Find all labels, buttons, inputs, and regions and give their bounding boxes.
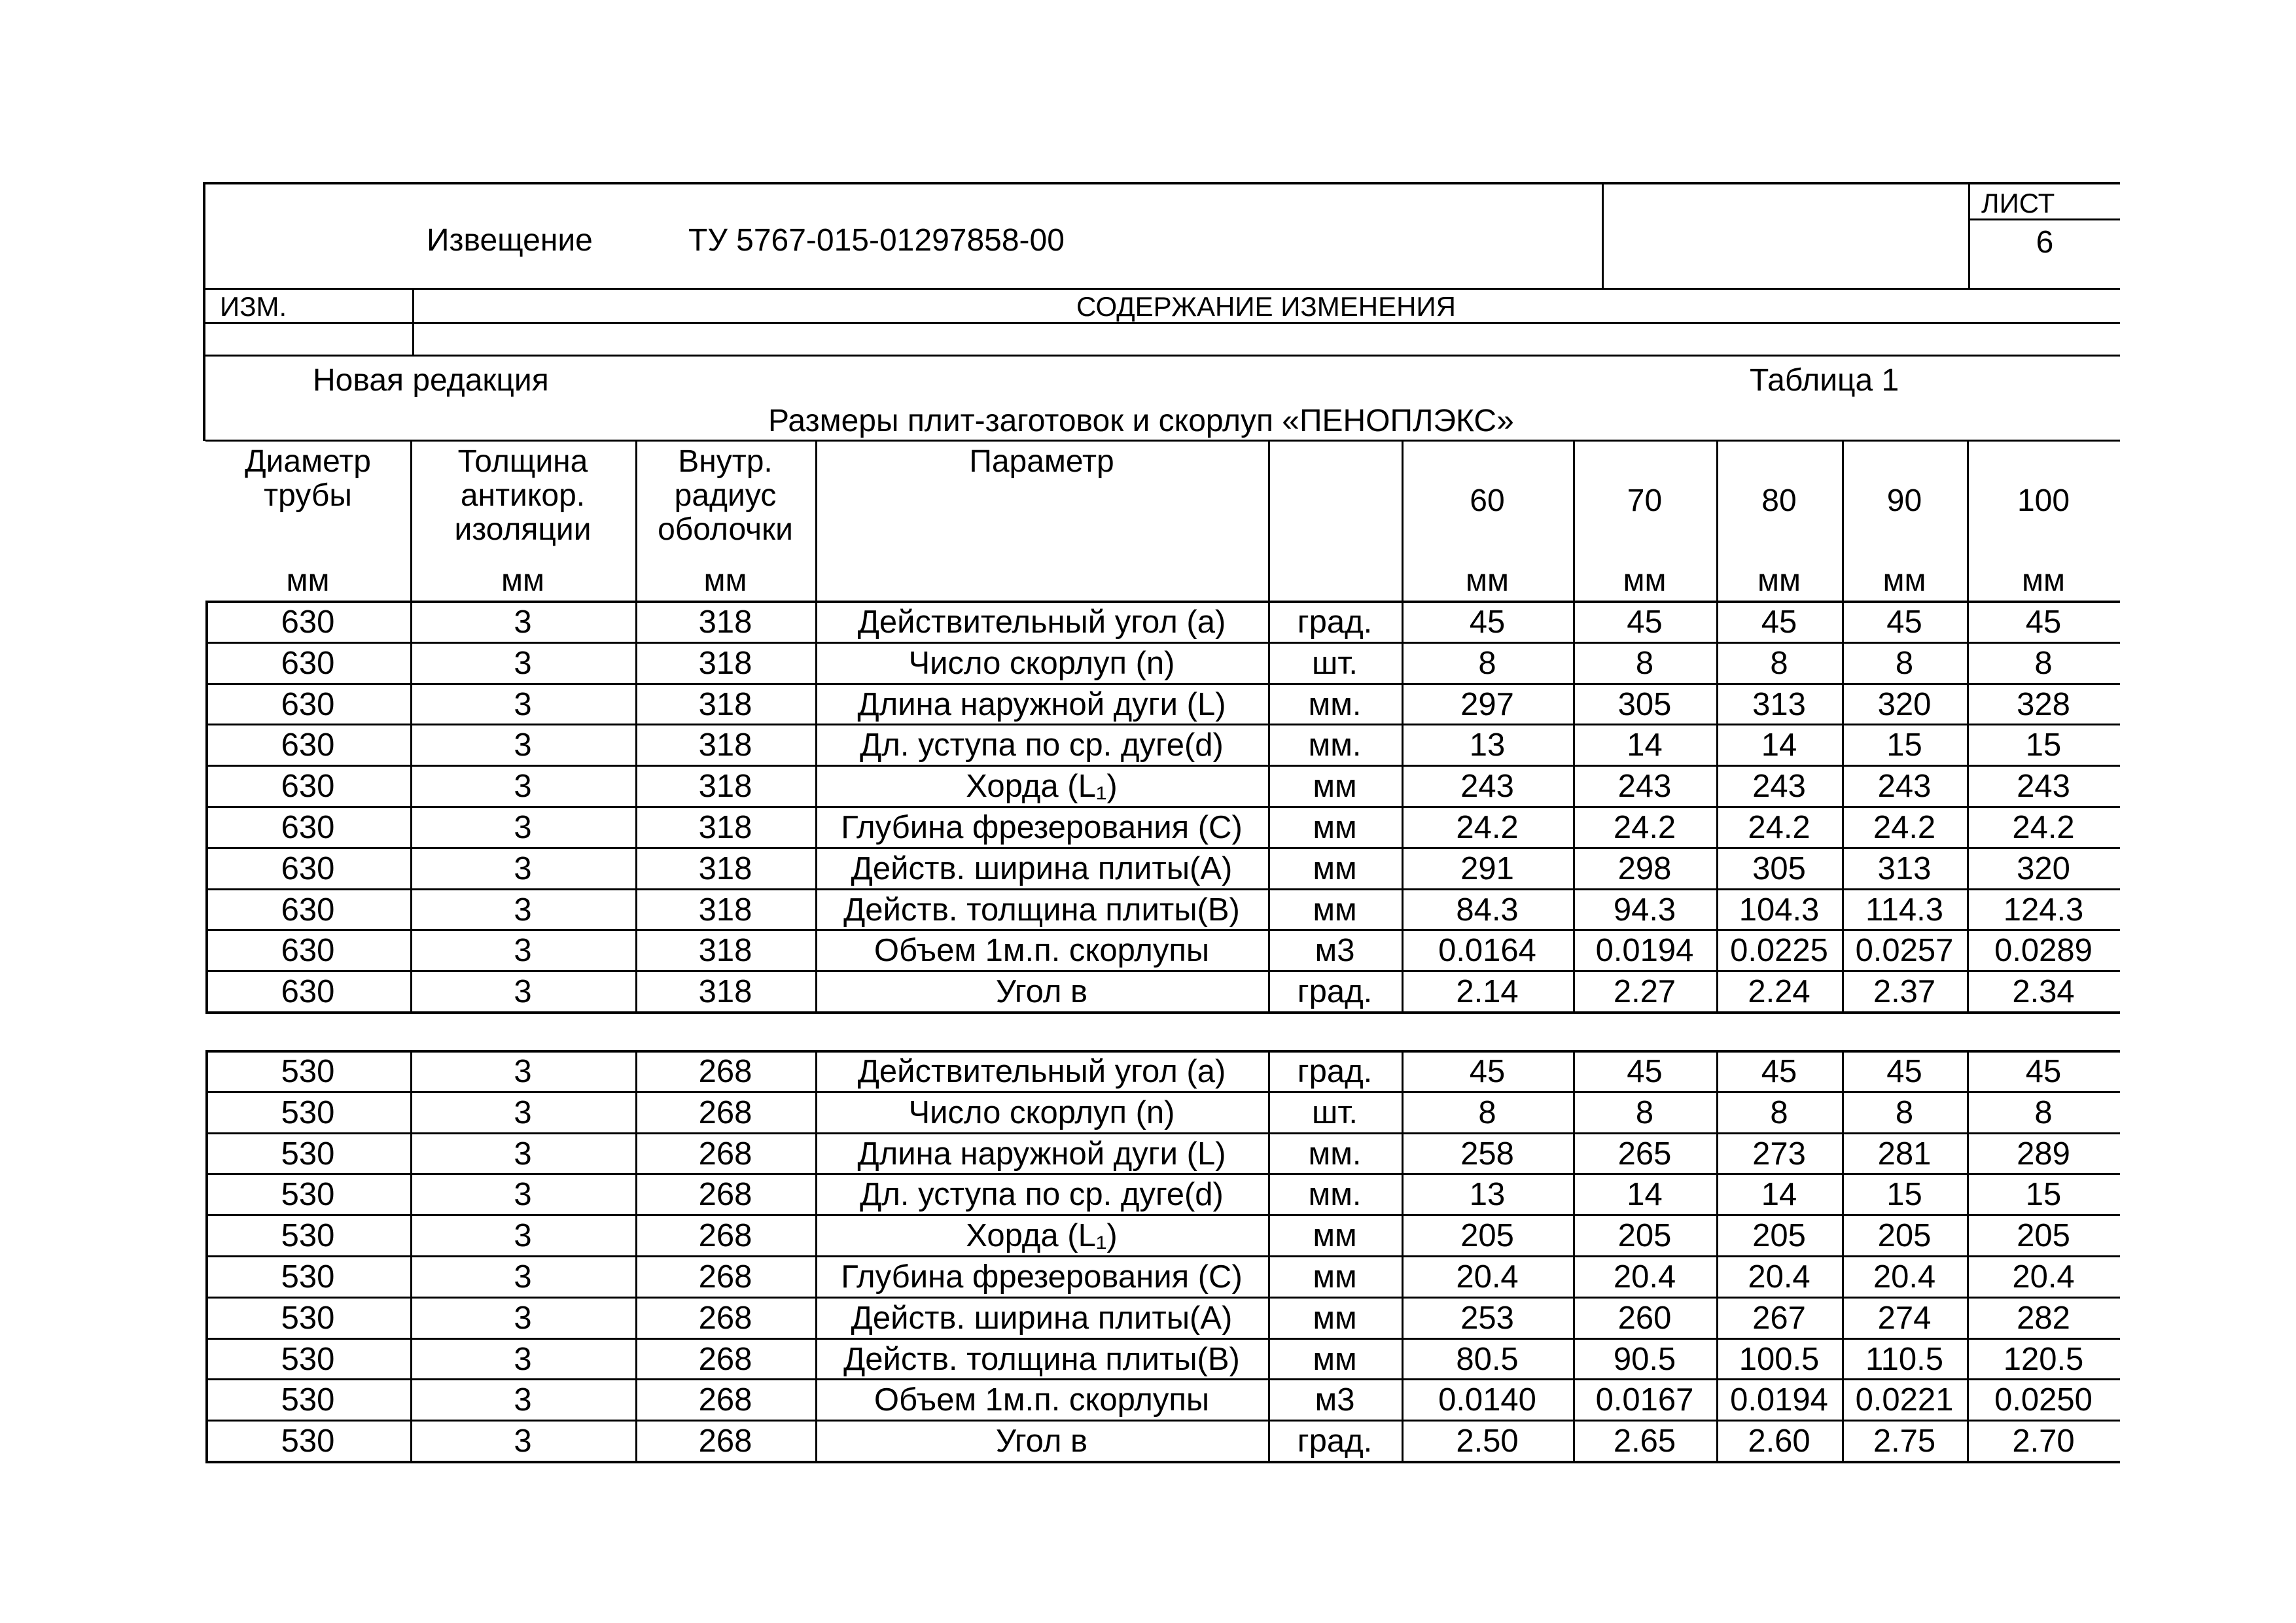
cell-value: 243 [1877,769,1932,804]
cell-diameter: 630 [281,892,335,928]
cell-value: 24.2 [1873,810,1936,845]
cell-value: 0.0221 [1855,1382,1954,1418]
cell-value: 8 [1770,646,1788,681]
cell-coating: 3 [514,769,532,804]
cell-parameter: Длина наружной дуги (L) [857,1136,1226,1172]
cell-coating: 3 [514,1423,532,1459]
cell-parameter: Хорда (L₁) [966,1218,1118,1253]
cell-diameter: 530 [281,1382,335,1418]
cell-radius: 268 [698,1300,752,1336]
rule [203,322,2120,324]
thickness-value: 70 [1627,483,1663,518]
cell-diameter: 530 [281,1136,335,1172]
cell-value: 45 [1886,1054,1922,1089]
cell-value: 20.4 [1748,1259,1810,1295]
cell-coating: 3 [514,974,532,1009]
cell-unit: шт. [1312,1095,1358,1130]
cell-coating: 3 [514,851,532,886]
cell-diameter: 630 [281,687,335,722]
cell-value: 45 [1627,604,1663,640]
cell-value: 205 [1617,1218,1672,1253]
cell-value: 15 [2025,727,2062,763]
thickness-unit: мм [1882,563,1926,598]
cell-value: 0.0194 [1730,1382,1828,1418]
header-line: антикор. [460,478,586,513]
cell-value: 20.4 [1613,1259,1676,1295]
cell-coating: 3 [514,1218,532,1253]
cell-value: 243 [1752,769,1806,804]
cell-coating: 3 [514,892,532,928]
cell-value: 8 [1635,646,1654,681]
cell-value: 205 [1752,1218,1806,1253]
cell-radius: 268 [698,1423,752,1459]
cell-value: 0.0194 [1595,933,1694,968]
cell-value: 114.3 [1865,892,1943,928]
thickness-value: 60 [1470,483,1505,518]
cell-unit: мм [1313,892,1357,928]
cell-diameter: 530 [281,1054,335,1089]
cell-value: 0.0164 [1438,933,1536,968]
cell-value: 258 [1460,1136,1514,1172]
header-unit: мм [501,563,544,598]
cell-value: 2.75 [1873,1423,1936,1459]
cell-parameter: Угол в [995,1423,1088,1459]
cell-radius: 268 [698,1218,752,1253]
cell-diameter: 530 [281,1259,335,1295]
document-code: ТУ 5767-015-01297858-00 [688,223,1065,258]
cell-value: 2.65 [1613,1423,1676,1459]
cell-parameter: Дл. уступа по ср. дуге(d) [860,727,1224,763]
cell-value: 20.4 [2012,1259,2075,1295]
thickness-unit: мм [1757,563,1801,598]
header-line: изоляции [454,512,592,547]
cell-diameter: 530 [281,1095,335,1130]
cell-value: 2.70 [2012,1423,2075,1459]
cell-diameter: 530 [281,1177,335,1212]
rule [203,288,2120,290]
cell-radius: 268 [698,1259,752,1295]
cell-value: 45 [1469,1054,1506,1089]
cell-value: 45 [1886,604,1922,640]
cell-value: 45 [1469,604,1506,640]
cell-radius: 318 [698,892,752,928]
cell-diameter: 630 [281,769,335,804]
cell-value: 0.0167 [1595,1382,1694,1418]
cell-value: 320 [2017,851,2070,886]
cell-value: 120.5 [2003,1342,2084,1377]
cell-value: 305 [1752,851,1806,886]
cell-parameter: Объем 1м.п. скорлупы [874,933,1210,968]
header-unit: мм [703,563,747,598]
cell-radius: 268 [698,1095,752,1130]
cell-diameter: 530 [281,1342,335,1377]
grid-line [1268,440,1270,601]
cell-parameter: Угол в [995,974,1088,1009]
cell-radius: 268 [698,1136,752,1172]
cell-value: 124.3 [2003,892,2084,928]
cell-value: 24.2 [2012,810,2075,845]
thickness-value: 80 [1761,483,1797,518]
cell-unit: град. [1297,1054,1373,1089]
cell-radius: 268 [698,1382,752,1418]
cell-value: 2.24 [1748,974,1810,1009]
cell-radius: 318 [698,974,752,1009]
cell-value: 15 [1886,1177,1922,1212]
cell-value: 2.50 [1456,1423,1519,1459]
cell-coating: 3 [514,604,532,640]
cell-parameter: Действ. толщина плиты(В) [843,892,1240,928]
cell-value: 0.0140 [1438,1382,1536,1418]
cell-radius: 318 [698,646,752,681]
cell-coating: 3 [514,1300,532,1336]
rule [1602,182,1604,289]
cell-coating: 3 [514,1136,532,1172]
cell-value: 24.2 [1613,810,1676,845]
cell-value: 205 [1460,1218,1514,1253]
cell-value: 20.4 [1873,1259,1936,1295]
cell-radius: 268 [698,1342,752,1377]
cell-value: 8 [1478,1095,1496,1130]
thickness-value: 100 [2017,483,2070,518]
cell-unit: м3 [1315,933,1355,968]
cell-value: 281 [1877,1136,1932,1172]
header-parameter: Параметр [969,444,1114,479]
cell-radius: 318 [698,851,752,886]
header-line: оболочки [658,512,793,547]
cell-unit: град. [1297,604,1373,640]
cell-value: 0.0250 [1994,1382,2093,1418]
cell-diameter: 630 [281,727,335,763]
cell-value: 291 [1460,851,1514,886]
cell-parameter: Длина наружной дуги (L) [857,687,1226,722]
thickness-unit: мм [1623,563,1667,598]
cell-coating: 3 [514,687,532,722]
cell-value: 8 [1770,1095,1788,1130]
cell-unit: мм [1313,1300,1357,1336]
header-line: Диаметр [245,444,371,479]
cell-radius: 318 [698,933,752,968]
sheet-label: ЛИСТ [1981,188,2055,218]
header-line: Внутр. [678,444,773,479]
cell-coating: 3 [514,646,532,681]
cell-value: 313 [1752,687,1806,722]
cell-value: 15 [1886,727,1922,763]
cell-value: 14 [1761,1177,1797,1212]
rule [203,355,2120,357]
cell-value: 45 [1761,604,1797,640]
cell-diameter: 630 [281,604,335,640]
cell-value: 205 [1877,1218,1932,1253]
cell-unit: мм [1313,1218,1357,1253]
cell-value: 265 [1617,1136,1672,1172]
cell-value: 282 [2017,1300,2070,1336]
cell-coating: 3 [514,1259,532,1295]
cell-parameter: Действ. ширина плиты(А) [851,1300,1233,1336]
cell-value: 205 [2017,1218,2070,1253]
cell-parameter: Дл. уступа по ср. дуге(d) [860,1177,1224,1212]
cell-value: 45 [1627,1054,1663,1089]
edition-label: Новая редакция [313,363,549,398]
thickness-value: 90 [1886,483,1922,518]
cell-parameter: Объем 1м.п. скорлупы [874,1382,1210,1418]
cell-unit: мм [1313,1342,1357,1377]
change-contents-label: СОДЕРЖАНИЕ ИЗМЕНЕНИЯ [1076,291,1456,322]
cell-parameter: Действ. толщина плиты(В) [843,1342,1240,1377]
table-caption: Размеры плит-заготовок и скорлуп «ПЕНОПЛЭКС» [768,404,1514,438]
cell-unit: мм [1313,1259,1357,1295]
cell-value: 243 [1460,769,1514,804]
cell-diameter: 530 [281,1218,335,1253]
cell-value: 273 [1752,1136,1806,1172]
cell-parameter: Действительный угол (a) [857,1054,1226,1089]
cell-value: 104.3 [1739,892,1820,928]
cell-value: 8 [2034,646,2053,681]
rule [203,182,2120,184]
cell-value: 2.34 [2012,974,2075,1009]
cell-value: 24.2 [1748,810,1810,845]
cell-value: 14 [1627,1177,1663,1212]
header-unit: мм [286,563,330,598]
cell-coating: 3 [514,1177,532,1212]
cell-value: 0.0257 [1855,933,1954,968]
cell-diameter: 630 [281,851,335,886]
cell-value: 2.37 [1873,974,1936,1009]
cell-unit: шт. [1312,646,1358,681]
cell-value: 80.5 [1456,1342,1519,1377]
cell-diameter: 630 [281,810,335,845]
cell-unit: град. [1297,974,1373,1009]
cell-value: 8 [1895,1095,1914,1130]
cell-radius: 318 [698,687,752,722]
header-line: радиус [674,478,777,513]
cell-value: 260 [1617,1300,1672,1336]
cell-unit: мм. [1308,1177,1362,1212]
cell-value: 24.2 [1456,810,1519,845]
cell-value: 14 [1627,727,1663,763]
table-number: Таблица 1 [1750,363,1899,398]
notice-label: Извещение [427,223,593,258]
cell-radius: 318 [698,769,752,804]
cell-value: 90.5 [1613,1342,1676,1377]
cell-value: 243 [2017,769,2070,804]
cell-parameter: Действительный угол (a) [857,604,1226,640]
cell-value: 253 [1460,1300,1514,1336]
cell-parameter: Глубина фрезерования (С) [841,1259,1243,1295]
cell-diameter: 630 [281,974,335,1009]
cell-coating: 3 [514,933,532,968]
cell-unit: мм [1313,769,1357,804]
cell-value: 0.0225 [1730,933,1828,968]
cell-coating: 3 [514,1095,532,1130]
cell-value: 45 [1761,1054,1797,1089]
cell-value: 320 [1877,687,1932,722]
cell-parameter: Глубина фрезерования (С) [841,810,1243,845]
cell-value: 84.3 [1456,892,1519,928]
cell-value: 20.4 [1456,1259,1519,1295]
header-radius [635,445,815,547]
thickness-unit: мм [2022,563,2065,598]
cell-value: 13 [1469,727,1506,763]
cell-unit: град. [1297,1423,1373,1459]
cell-value: 2.27 [1613,974,1676,1009]
cell-value: 8 [2034,1095,2053,1130]
cell-value: 0.0289 [1994,933,2093,968]
cell-coating: 3 [514,1054,532,1089]
cell-value: 8 [1635,1095,1654,1130]
cell-radius: 318 [698,604,752,640]
header-pipe-diameter [205,445,410,513]
cell-radius: 318 [698,810,752,845]
cell-value: 305 [1617,687,1672,722]
cell-unit: мм. [1308,687,1362,722]
cell-value: 297 [1460,687,1514,722]
cell-parameter: Действ. ширина плиты(А) [851,851,1233,886]
cell-value: 2.14 [1456,974,1519,1009]
cell-parameter: Хорда (L₁) [966,769,1118,804]
cell-value: 267 [1752,1300,1806,1336]
cell-radius: 268 [698,1177,752,1212]
cell-value: 15 [2025,1177,2062,1212]
cell-value: 313 [1877,851,1932,886]
cell-coating: 3 [514,1382,532,1418]
change-label: ИЗМ. [220,291,287,322]
cell-value: 274 [1877,1300,1932,1336]
cell-value: 14 [1761,727,1797,763]
cell-diameter: 630 [281,646,335,681]
header-line: трубы [264,478,352,513]
cell-diameter: 530 [281,1423,335,1459]
cell-value: 94.3 [1613,892,1676,928]
cell-unit: мм [1313,851,1357,886]
rule [1969,218,2120,220]
cell-value: 289 [2017,1136,2070,1172]
cell-diameter: 530 [281,1300,335,1336]
cell-value: 8 [1478,646,1496,681]
cell-diameter: 630 [281,933,335,968]
sheet-number: 6 [2036,225,2054,260]
cell-coating: 3 [514,727,532,763]
cell-value: 110.5 [1865,1342,1943,1377]
cell-value: 13 [1469,1177,1506,1212]
cell-radius: 318 [698,727,752,763]
thickness-unit: мм [1466,563,1509,598]
header-line: Толщина [457,444,588,479]
cell-unit: мм. [1308,1136,1362,1172]
cell-value: 45 [2025,604,2062,640]
cell-radius: 268 [698,1054,752,1089]
cell-coating: 3 [514,810,532,845]
cell-value: 328 [2017,687,2070,722]
cell-value: 8 [1895,646,1914,681]
cell-parameter: Число скорлуп (n) [908,646,1175,681]
cell-parameter: Число скорлуп (n) [908,1095,1175,1130]
cell-unit: м3 [1315,1382,1355,1418]
header-coating [410,445,635,547]
cell-value: 298 [1617,851,1672,886]
cell-value: 243 [1617,769,1672,804]
cell-value: 45 [2025,1054,2062,1089]
cell-coating: 3 [514,1342,532,1377]
rule [203,182,205,441]
grid-line [205,440,2120,442]
cell-unit: мм. [1308,727,1362,763]
cell-value: 100.5 [1739,1342,1820,1377]
cell-value: 2.60 [1748,1423,1810,1459]
cell-unit: мм [1313,810,1357,845]
